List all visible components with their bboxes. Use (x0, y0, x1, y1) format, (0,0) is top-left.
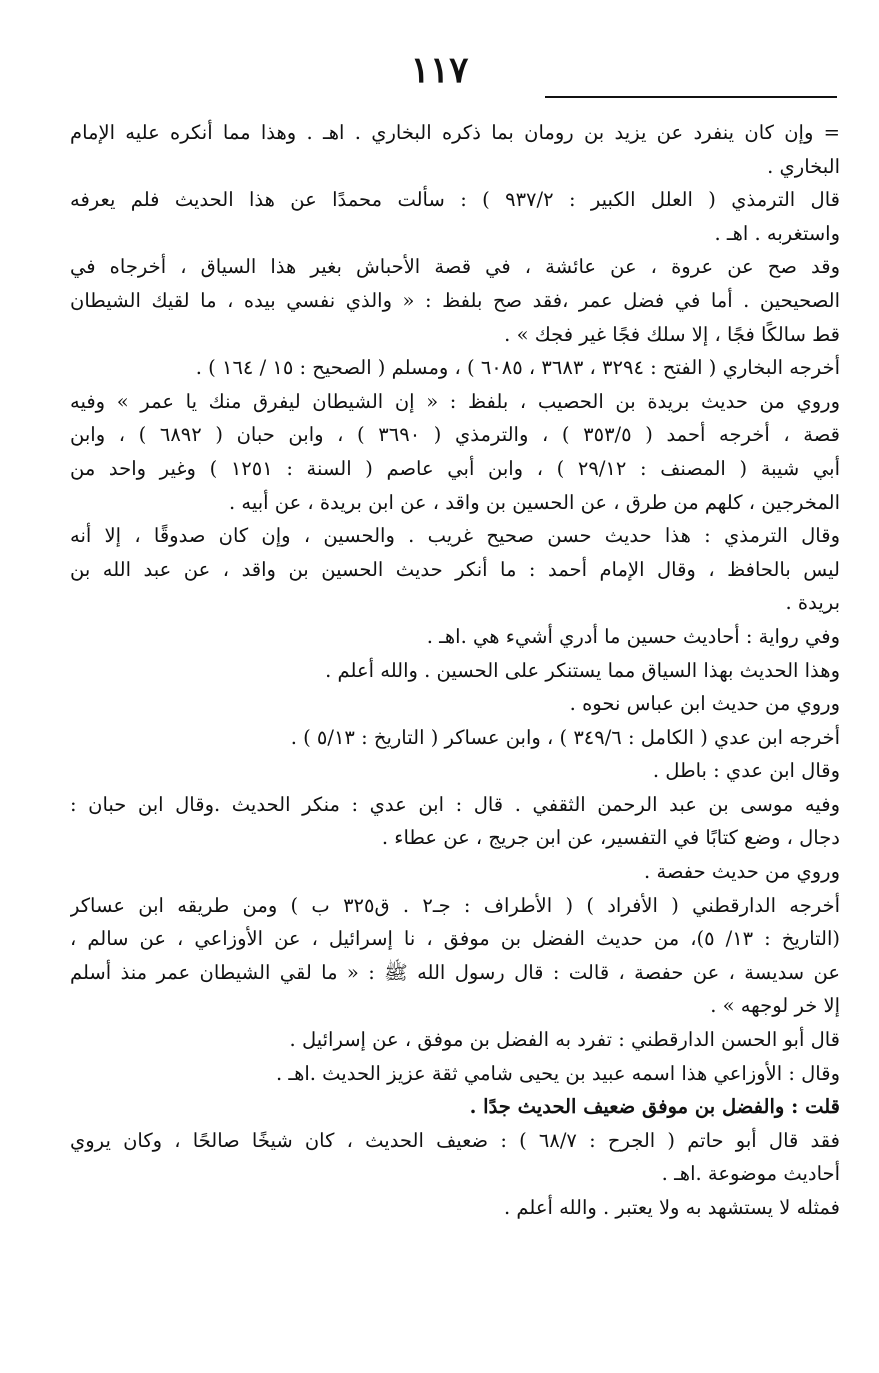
text-line: المخرجين ، كلهم من طرق ، عن الحسين بن واقد ، عن ابن بريدة ، عن أبيه . (228, 490, 840, 514)
text-line: قلت : والفضل بن موفق ضعيف الحديث جدًا . (469, 1095, 840, 1119)
text-line: بريدة . (785, 591, 840, 615)
text-line: أحاديث موضوعة .اهـ . (661, 1162, 840, 1186)
text-line: وقال : الأوزاعي هذا اسمه عبيد بن يحيى شامي ثقة عزيز الحديث .اهـ . (275, 1061, 840, 1085)
text-line: وقد صح عن عروة ، عن عائشة ، في قصة الأحباش بغير هذا السياق ، أخرجاه في (70, 255, 840, 279)
text-line: فمثله لا يستشهد به ولا يعتبر . والله أعلم . (504, 1196, 840, 1219)
text-line: = وإن كان ينفرد عن يزيد بن رومان بما ذكره البخاري . اهـ . وهذا مما أنكره عليه الإمام (70, 121, 840, 144)
text-line: وفي رواية : أحاديث حسين ما أدري أشيء هي .اهـ . (426, 624, 840, 648)
text-line: قال الترمذي ( العلل الكبير : ٩٣٧/٢ ) : سألت محمدًا عن هذا الحديث فلم يعرفه (70, 188, 840, 212)
text-line: وقال الترمذي : هذا حديث حسن صحيح غريب . والحسين ، وإن كان صدوقًا ، إلا أنه (70, 524, 840, 548)
text-line: إلا خر لوجهه » . (710, 994, 840, 1018)
text-line: ليس بالحافظ ، وقال الإمام أحمد : ما أنكر حديث الحسين بن واقد ، عن عبد الله بن (70, 557, 840, 581)
text-line: عن سديسة ، عن حفصة ، قالت : قال رسول الله ﷺ : « ما لقي الشيطان عمر منذ أسلم (70, 960, 840, 984)
text-line: وروي من حديث بريدة بن الحصيب ، بلفظ : « إن الشيطان ليفرق منك يا عمر » وفيه (70, 389, 840, 413)
text-line: وروي من حديث ابن عباس نحوه . (569, 692, 840, 716)
text-line: وقال ابن عدي : باطل . (652, 759, 840, 783)
text-line: قصة ، أخرجه أحمد ( ٣٥٣/٥ ) ، والترمذي ( ٣٦٩٠ ) ، وابن حبان ( ٦٨٩٢ ) ، وابن (70, 423, 840, 447)
text-line: وهذا الحديث بهذا السياق مما يستنكر على الحسين . والله أعلم . (325, 658, 840, 682)
header-rule (545, 96, 837, 98)
text-line: وفيه موسى بن عبد الرحمن الثقفي . قال : ابن عدي : منكر الحديث .وقال ابن حبان : (70, 792, 840, 816)
text-line: (التاريخ : ١٣/ ٥)، من حديث الفضل بن موفق ، نا إسرائيل ، عن الأوزاعي ، عن سالم ، (70, 927, 840, 951)
text-line: واستغربه . اهـ . (714, 221, 840, 245)
text-line: وروي من حديث حفصة . (644, 860, 840, 884)
text-line: البخاري . (767, 154, 840, 178)
text-line: الصحيحين . أما في فضل عمر ،فقد صح بلفظ : « والذي نفسي بيده ، ما لقيك الشيطان (70, 288, 840, 312)
text-line: أبي شيبة ( المصنف : ٢٩/١٢ ) ، وابن أبي عاصم ( السنة : ١٢٥١ ) وغير واحد من (70, 456, 840, 480)
page-text (70, 116, 840, 1225)
text-line: دجال ، وضع كتابًا في التفسير، عن ابن جريج ، عن عطاء . (381, 826, 840, 850)
text-line: قط سالكًا فجًا ، إلا سلك فجًا غير فجك » . (504, 322, 840, 346)
text-line: فقد قال أبو حاتم ( الجرح : ٦٨/٧ ) : ضعيف الحديث ، كان شيخًا صالحًا ، وكان يروي (70, 1128, 840, 1152)
text-line: أخرجه ابن عدي ( الكامل : ٣٤٩/٦ ) ، وابن عساكر ( التاريخ : ٥/١٣ ) . (290, 725, 840, 749)
text-line: أخرجه الدارقطني ( الأفراد ) ( الأطراف : جـ٢ . ق٣٢٥ ب ) ومن طريقه ابن عساكر (70, 893, 840, 917)
text-line: قال أبو الحسن الدارقطني : تفرد به الفضل بن موفق ، عن إسرائيل . (289, 1028, 840, 1052)
page-number: ١١٧ (410, 49, 469, 91)
text-line: أخرجه البخاري ( الفتح : ٣٢٩٤ ، ٣٦٨٣ ، ٦٠٨٥ ) ، ومسلم ( الصحيح : ١٥ / ١٦٤ ) . (195, 356, 840, 380)
